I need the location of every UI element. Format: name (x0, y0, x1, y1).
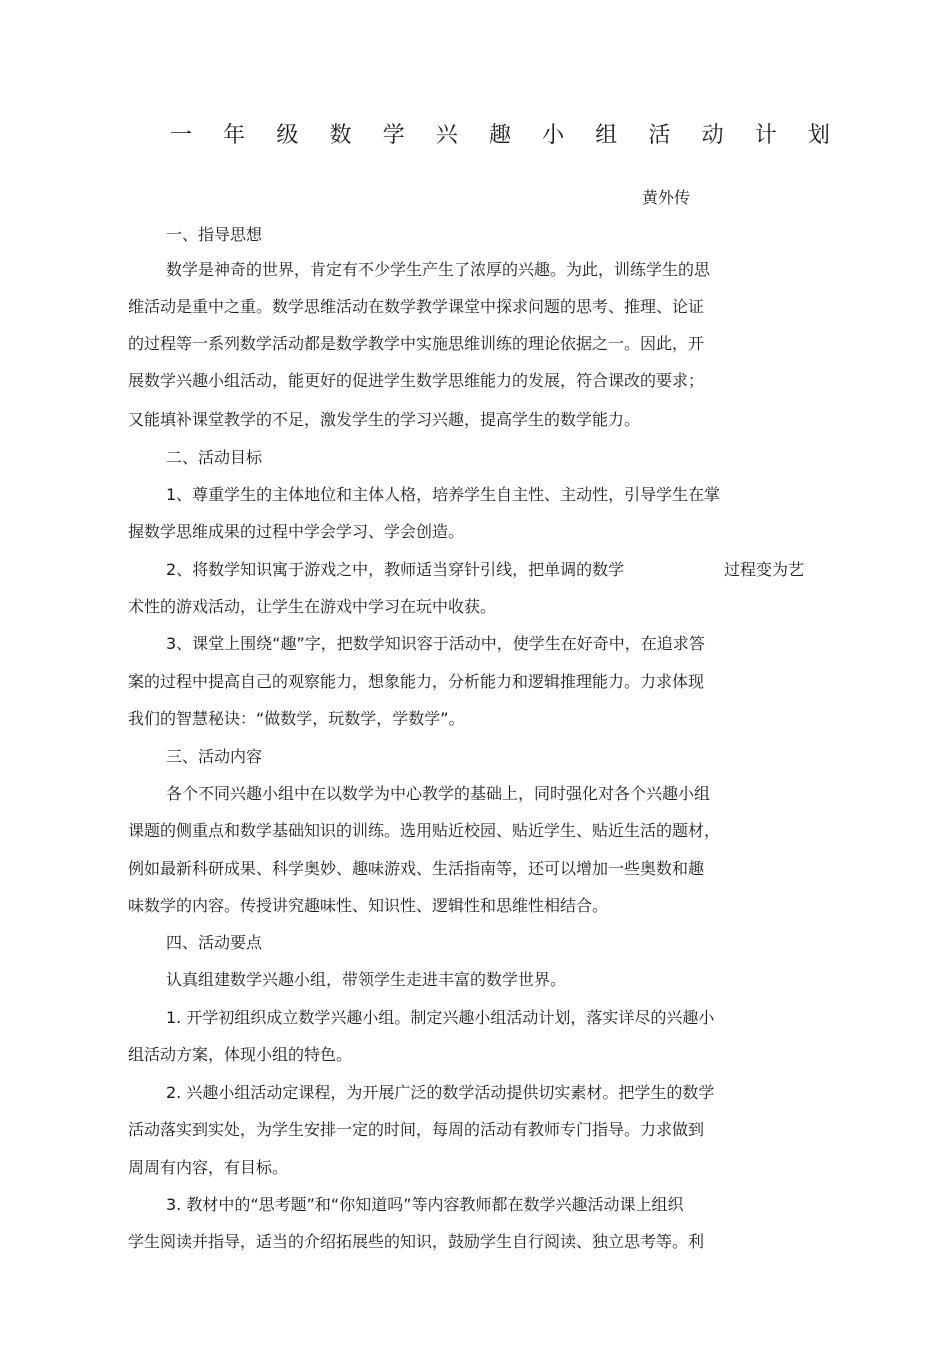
document-title (170, 118, 830, 149)
title-char: 数 (329, 123, 352, 148)
paragraph-line: 又能填补课堂教学的不足，激发学生的学习兴趣，提高学生的数学能力。 (128, 410, 641, 429)
title-char: 兴 (435, 123, 458, 148)
paragraph-line: 组活动方案，体现小组的特色。 (128, 1045, 353, 1064)
paragraph-line: 案的过程中提高自己的观察能力，想象能力，分析能力和逻辑推理能力。力求体现 (128, 672, 705, 691)
section-heading: 一、指导思想 (166, 225, 263, 244)
title-char: 小 (542, 123, 565, 148)
paragraph-line: 2、将数学知识寓于游戏之中，教师适当穿针引线，把单调的数学 (166, 560, 625, 579)
title-char: 划 (807, 123, 830, 148)
title-char: 动 (701, 123, 724, 148)
section-heading: 二、活动目标 (166, 448, 263, 467)
section-heading: 三、活动内容 (166, 747, 263, 766)
paragraph-line: 我们的智慧秘诀：“做数学，玩数学，学数学”。 (128, 709, 465, 728)
title-char: 级 (276, 123, 299, 148)
paragraph-line: 活动落实到实处，为学生安排一定的时间，每周的活动有教师专门指导。力求做到 (128, 1120, 705, 1139)
title-char: 学 (382, 123, 405, 148)
title-char: 组 (595, 123, 618, 148)
paragraph-line: 3. 教材中的“思考题”和“你知道吗”等内容教师都在数学兴趣活动课上组织 (166, 1195, 684, 1214)
paragraph-line: 数学是神奇的世界，肯定有不少学生产生了浓厚的兴趣。为此，训练学生的思 (166, 260, 711, 279)
paragraph-line: 1、尊重学生的主体地位和主体人格，培养学生自主性、主动性，引导学生在掌 (166, 485, 721, 504)
section-heading: 四、活动要点 (166, 933, 263, 952)
paragraph-line: 3、课堂上围绕“趣”字，把数学知识容于活动中，使学生在好奇中，在追求答 (166, 634, 705, 653)
title-char: 年 (223, 123, 246, 148)
paragraph-line: 例如最新科研成果、科学奥妙、趣味游戏、生活指南等，还可以增加一些奥数和趣 (128, 859, 705, 878)
title-char: 一 (170, 123, 193, 148)
title-char: 计 (754, 123, 777, 148)
paragraph-line: 2. 兴趣小组活动定课程，为开展广泛的数学活动提供切实素材。把学生的数学 (166, 1083, 715, 1102)
paragraph-line: 过程变为艺 (724, 560, 805, 579)
paragraph-line: 课题的侧重点和数学基础知识的训练。选用贴近校园、贴近学生、贴近生活的题材， (128, 821, 721, 840)
paragraph-line: 味数学的内容。传授讲究趣味性、知识性、逻辑性和思维性相结合。 (128, 896, 609, 915)
title-char: 活 (648, 123, 671, 148)
paragraph-line: 各个不同兴趣小组中在以数学为中心教学的基础上，同时强化对各个兴趣小组 (166, 784, 711, 803)
author-name: 黄外传 (642, 188, 691, 207)
paragraph-line: 握数学思维成果的过程中学会学习、学会创造。 (128, 522, 465, 541)
paragraph-line: 的过程等一系列数学活动都是数学教学中实施思维训练的理论依据之一。因此，开 (128, 334, 705, 353)
paragraph-line: 展数学兴趣小组活动，能更好的促进学生数学思维能力的发展，符合课改的要求； (128, 371, 705, 390)
paragraph-line: 术性的游戏活动，让学生在游戏中学习在玩中收获。 (128, 597, 497, 616)
paragraph-line: 认真组建数学兴趣小组，带领学生走进丰富的数学世界。 (166, 970, 567, 989)
paragraph-line: 学生阅读并指导，适当的介绍拓展些的知识，鼓励学生自行阅读、独立思考等。利 (128, 1232, 705, 1251)
paragraph-line: 1. 开学初组织成立数学兴趣小组。制定兴趣小组活动计划，落实详尽的兴趣小 (166, 1008, 715, 1027)
title-char: 趣 (488, 123, 511, 148)
paragraph-line: 维活动是重中之重。数学思维活动在数学教学课堂中探求问题的思考、推理、论证 (128, 297, 705, 316)
paragraph-line: 周周有内容，有目标。 (128, 1158, 289, 1177)
